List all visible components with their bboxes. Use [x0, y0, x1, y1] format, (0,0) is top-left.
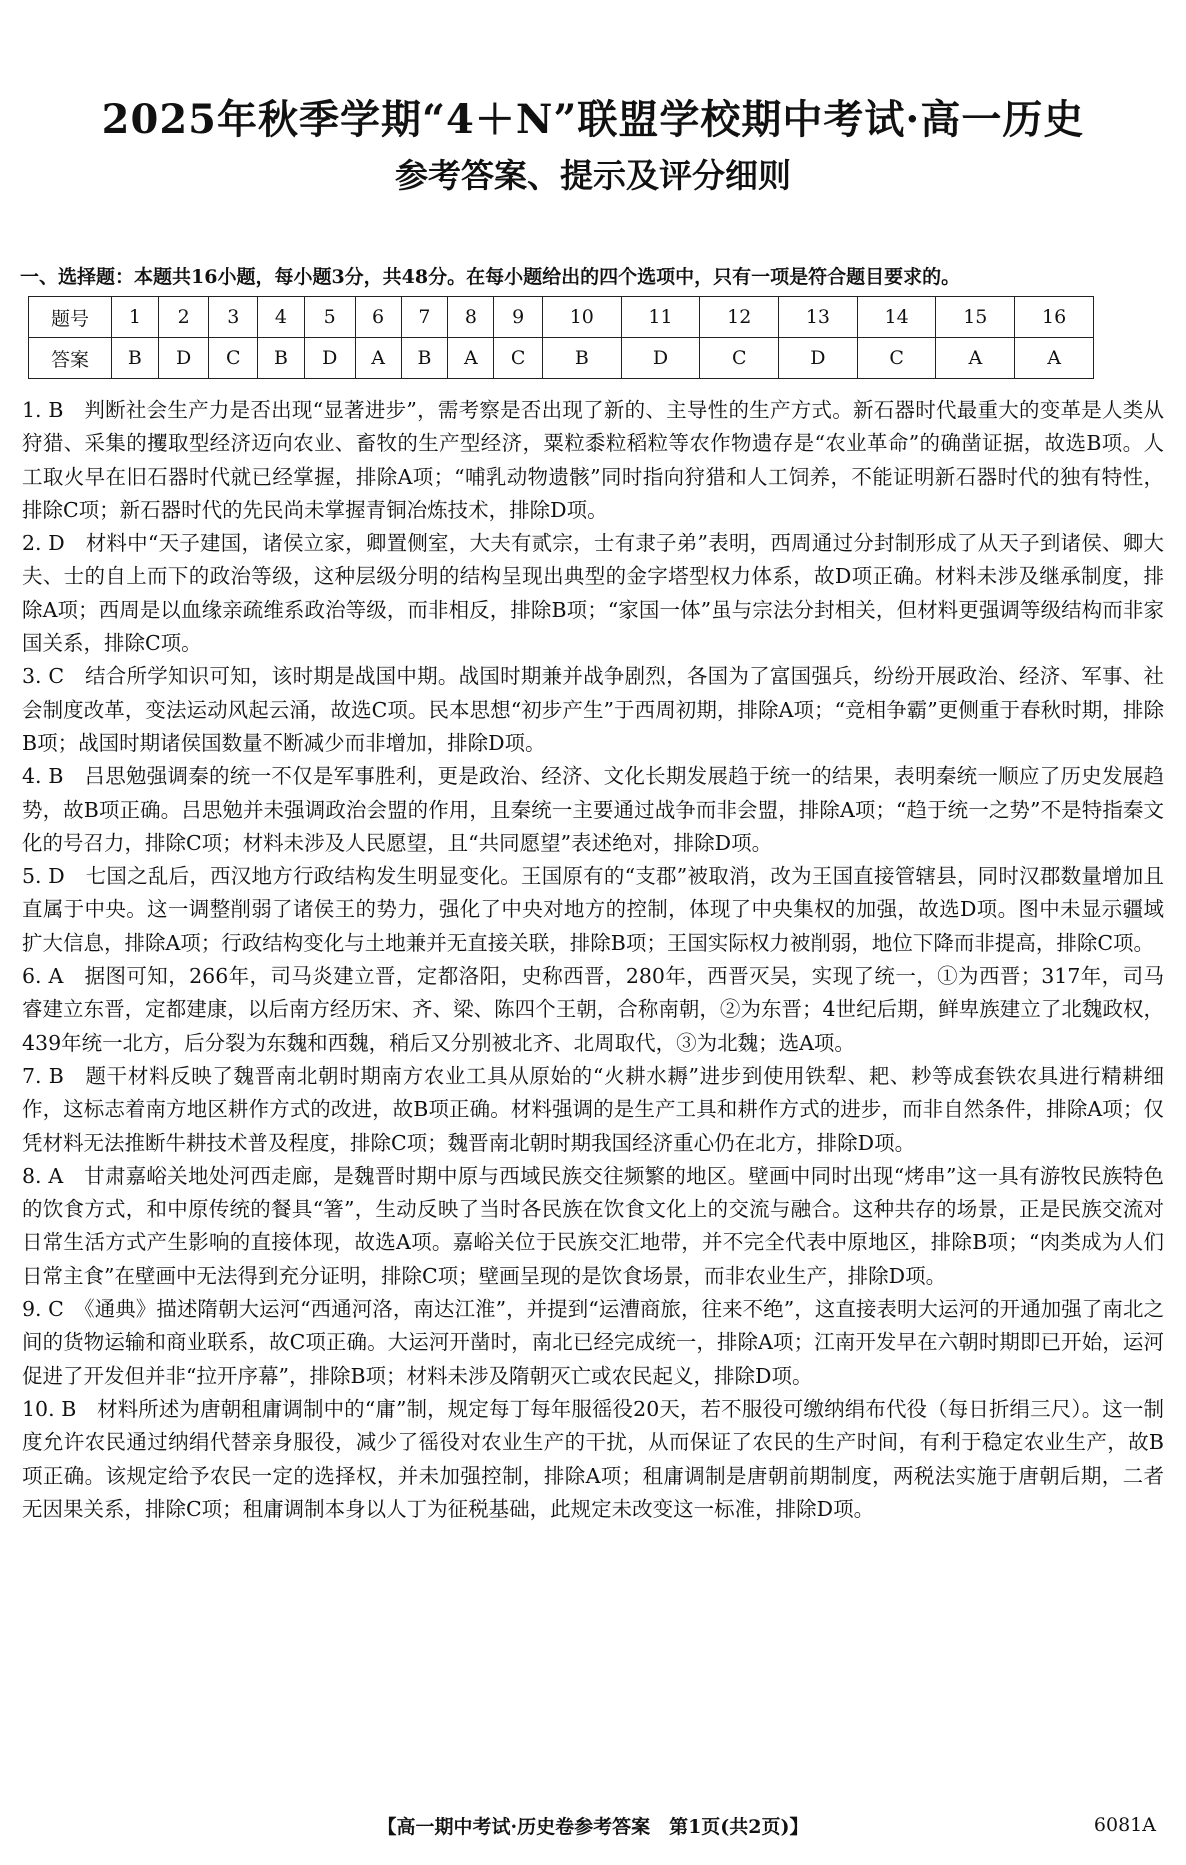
explanation-item: 10. B 材料所述为唐朝租庸调制中的“庸”制，规定每丁每年服徭役20天，若不服役可缴纳绢布代役（每日折绢三尺）。这一制度允许农民通过纳绢代替亲身服役，减少了徭役对农业生产的干扰，从而保证了农民的生产时间，有利于稳定农业生产，故B项正确。该规定给予农民一定的选择权，并未加强控制，排除A项；租庸调制是唐朝前期制度，两税法实施于唐朝后期，二者无因果关系，排除C项；租庸调制本身以人丁为征税基础，此规定未改变这一标准，排除D项。	[22, 1396, 1164, 1521]
explanation-item: 6. A 据图可知，266年，司马炎建立晋，定都洛阳，史称西晋，280年，西晋灭吴，实现了统一，①为西晋；317年，司马睿建立东晋，定都建康，以后南方经历宋、齐、梁、陈四个王朝，合称南朝，②为东晋；4世纪后期，鲜卑族建立了北魏政权，439年统一北方，后分裂为东魏和西魏，稍后又分别被北齐、北周取代，③为北魏；选A项。	[22, 964, 1164, 1055]
row-label-number: 题号	[29, 297, 112, 338]
question-number-cell: 2	[158, 297, 209, 338]
explanation-item: 4. B 吕思勉强调秦的统一不仅是军事胜利，更是政治、经济、文化长期发展趋于统一的结果，表明秦统一顺应了历史发展趋势，故B项正确。吕思勉并未强调政治会盟的作用，且秦统一主要通过战争而非会盟，排除A项；“趋于统一之势”不是特指秦文化的号召力，排除C项；材料未涉及人民愿望，且“共同愿望”表述绝对，排除D项。	[22, 764, 1164, 855]
answer-cell: D	[158, 338, 209, 379]
question-number-cell: 1	[112, 297, 159, 338]
question-number-cell: 7	[401, 297, 448, 338]
answer-cell: C	[494, 338, 543, 379]
question-number-cell: 13	[779, 297, 858, 338]
explanation-item: 2. D 材料中“天子建国，诸侯立家，卿置侧室，大夫有贰宗，士有隶子弟”表明，西周通过分封制形成了从天子到诸侯、卿大夫、士的自上而下的政治等级，这种层级分明的结构呈现出典型的金字塔型权力体系，故D项正确。材料未涉及继承制度，排除A项；西周是以血缘亲疏维系政治等级，而非相反，排除B项；“家国一体”虽与宗法分封相关，但材料更强调等级结构而非家国关系，排除C项。	[22, 531, 1164, 656]
question-number-cell: 6	[355, 297, 401, 338]
explanation-item: 5. D 七国之乱后，西汉地方行政结构发生明显变化。王国原有的“支郡”被取消，改为王国直接管辖县，同时汉郡数量增加且直属于中央。这一调整削弱了诸侯王的势力，强化了中央对地方的控制，体现了中央集权的加强，故选D项。图中未显示疆域扩大信息，排除A项；行政结构变化与土地兼并无直接关联，排除B项；王国实际权力被削弱，地位下降而非提高，排除C项。	[22, 864, 1164, 955]
explanation-list	[22, 394, 1164, 1526]
question-number-cell: 10	[542, 297, 621, 338]
explanation-item: 9. C 《通典》描述隋朝大运河“西通河洛，南达江淮”，并提到“运漕商旅，往来不绝”，这直接表明大运河的开通加强了南北之间的货物运输和商业联系，故C项正确。大运河开凿时，南北已经完成统一，排除A项；江南开发早在六朝时期即已开始，运河促进了开发但并非“拉开序幕”，排除B项；材料未涉及隋朝灭亡或农民起义，排除D项。	[22, 1297, 1164, 1388]
answer-cell: A	[355, 338, 401, 379]
answer-cell: B	[542, 338, 621, 379]
answer-cell: C	[700, 338, 779, 379]
answer-cell: B	[401, 338, 448, 379]
page-title: 2025年秋季学期“4＋N”联盟学校期中考试·高一历史	[101, 96, 1085, 143]
answer-cell: D	[779, 338, 858, 379]
section-heading: 一、选择题：本题共16小题，每小题3分，共48分。在每小题给出的四个选项中，只有一项是符合题目要求的。	[20, 266, 961, 288]
answer-table	[28, 296, 1094, 379]
question-number-cell: 5	[304, 297, 355, 338]
answer-table-number-row	[29, 297, 1094, 338]
paper-code: 6081A	[1093, 1814, 1156, 1836]
answer-cell: A	[1015, 338, 1094, 379]
question-number-cell: 3	[209, 297, 258, 338]
explanation-item: 3. C 结合所学知识可知，该时期是战国中期。战国时期兼并战争剧烈，各国为了富国强兵，纷纷开展政治、经济、军事、社会制度改革，变法运动风起云涌，故选C项。民本思想“初步产生”于西周初期，排除A项；“竞相争霸”更侧重于春秋时期，排除B项；战国时期诸侯国数量不断减少而非增加，排除D项。	[22, 664, 1164, 755]
answer-cell: A	[448, 338, 494, 379]
explanation-item: 8. A 甘肃嘉峪关地处河西走廊，是魏晋时期中原与西域民族交往频繁的地区。壁画中同时出现“烤串”这一具有游牧民族特色的饮食方式，和中原传统的餐具“箸”，生动反映了当时各民族在饮食文化上的交流与融合。这种共存的场景，正是民族交流对日常生活方式产生影响的直接体现，故选A项。嘉峪关位于民族交汇地带，并不完全代表中原地区，排除B项；“肉类成为人们日常主食”在壁画中无法得到充分证明，排除C项；壁画呈现的是饮食场景，而非农业生产，排除D项。	[22, 1163, 1164, 1288]
page-footer: 【高一期中考试·历史卷参考答案 第1页(共2页)】	[377, 1816, 809, 1838]
question-number-cell: 15	[936, 297, 1015, 338]
answer-cell: D	[304, 338, 355, 379]
answer-cell: D	[621, 338, 700, 379]
answer-cell: C	[209, 338, 258, 379]
question-number-cell: 8	[448, 297, 494, 338]
question-number-cell: 14	[857, 297, 936, 338]
explanation-item: 1. B 判断社会生产力是否出现“显著进步”，需考察是否出现了新的、主导性的生产方式。新石器时代最重大的变革是人类从狩猎、采集的攫取型经济迈向农业、畜牧的生产型经济，粟粒黍粒稻粒等农作物遗存是“农业革命”的确凿证据，故选B项。人工取火早在旧石器时代就已经掌握，排除A项；“哺乳动物遗骸”同时指向狩猎和人工饲养，不能证明新石器时代的独有特性，排除C项；新石器时代的先民尚未掌握青铜冶炼技术，排除D项。	[22, 398, 1164, 522]
answer-table-answer-row	[29, 338, 1094, 379]
answer-cell: B	[258, 338, 305, 379]
page-subtitle: 参考答案、提示及评分细则	[395, 156, 791, 195]
question-number-cell: 9	[494, 297, 543, 338]
question-number-cell: 4	[258, 297, 305, 338]
question-number-cell: 16	[1015, 297, 1094, 338]
row-label-answer: 答案	[29, 338, 112, 379]
answer-cell: B	[112, 338, 159, 379]
answer-cell: C	[857, 338, 936, 379]
question-number-cell: 11	[621, 297, 700, 338]
explanation-item: 7. B 题干材料反映了魏晋南北朝时期南方农业工具从原始的“火耕水耨”进步到使用铁犁、耙、耖等成套铁农具进行精耕细作，这标志着南方地区耕作方式的改进，故B项正确。材料强调的是生产工具和耕作方式的进步，而非自然条件，排除A项；仅凭材料无法推断牛耕技术普及程度，排除C项；魏晋南北朝时期我国经济重心仍在北方，排除D项。	[22, 1063, 1164, 1155]
question-number-cell: 12	[700, 297, 779, 338]
answer-cell: A	[936, 338, 1015, 379]
